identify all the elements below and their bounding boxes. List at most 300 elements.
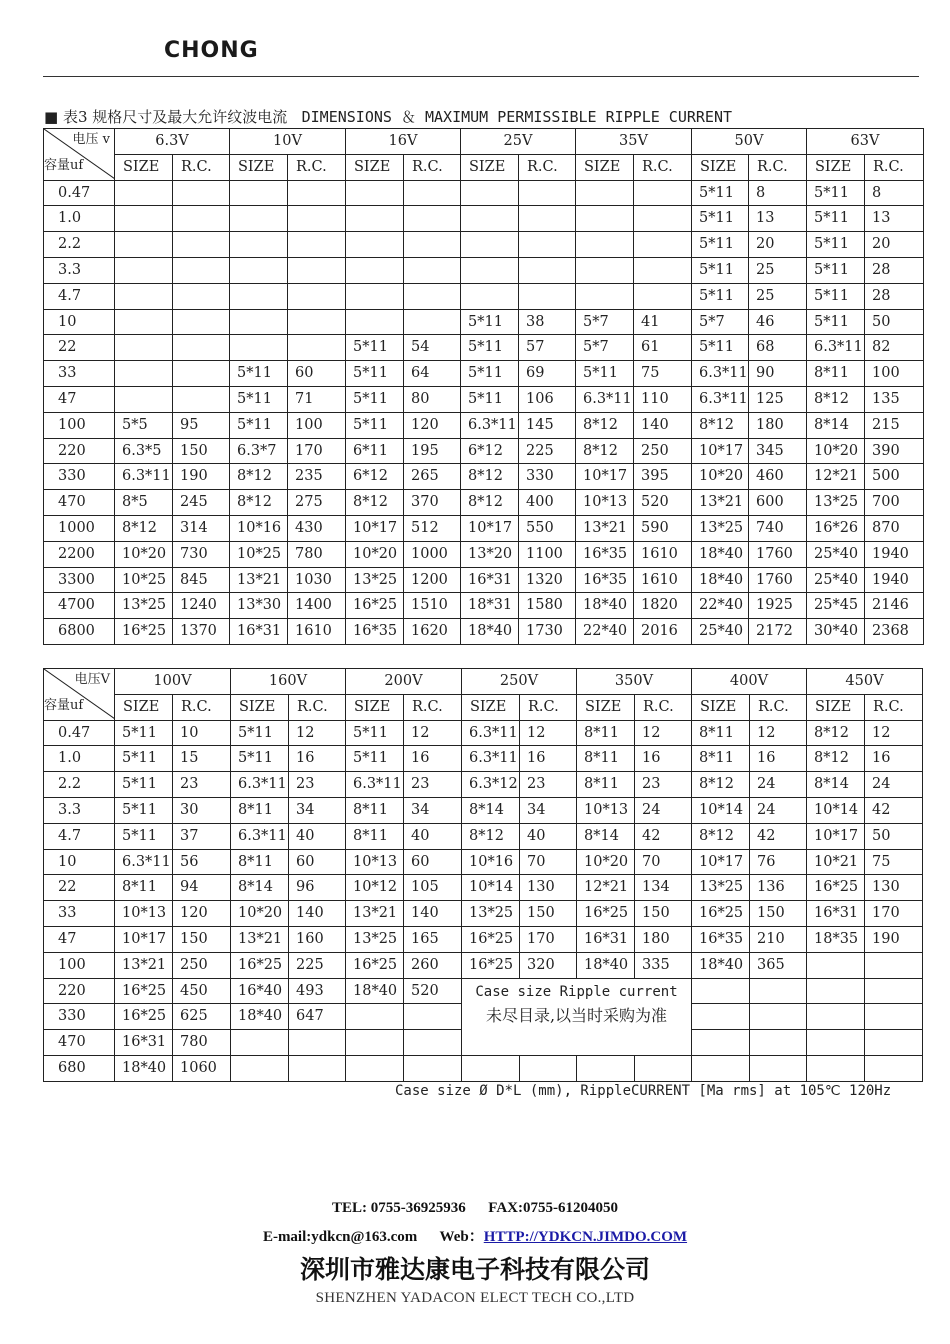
ripple-current-cell <box>173 361 230 387</box>
ripple-current-cell <box>634 283 692 309</box>
size-column-header: SIZE <box>231 694 289 720</box>
ripple-current-cell: 460 <box>749 464 807 490</box>
table-row <box>44 386 924 412</box>
ripple-current-cell: 15 <box>173 746 231 772</box>
size-cell: 18*40 <box>576 593 634 619</box>
ripple-current-cell: 195 <box>404 438 461 464</box>
size-cell: 6.3*11 <box>462 746 520 772</box>
ripple-current-cell <box>404 309 461 335</box>
size-cell: 18*40 <box>461 619 519 645</box>
voltage-header: 10V <box>230 129 346 155</box>
size-cell: 5*11 <box>692 180 749 206</box>
empty-cell <box>750 1030 807 1056</box>
ripple-current-cell: 40 <box>404 823 462 849</box>
caption-chinese: 表3 规格尺寸及最大允许纹波电流 <box>62 108 288 126</box>
ripple-current-cell: 61 <box>634 335 692 361</box>
ripple-current-cell: 23 <box>635 772 692 798</box>
table-row <box>44 567 924 593</box>
capacitance-cell: 47 <box>44 926 115 952</box>
size-cell <box>461 206 519 232</box>
size-cell: 13*25 <box>346 567 404 593</box>
ripple-current-cell <box>404 206 461 232</box>
size-cell: 16*35 <box>692 926 750 952</box>
ripple-current-cell: 12 <box>520 720 577 746</box>
ripple-current-cell: 64 <box>404 361 461 387</box>
ripple-current-cell: 400 <box>519 490 576 516</box>
ripple-current-cell <box>289 1055 346 1081</box>
capacitance-cell: 1.0 <box>44 746 115 772</box>
size-cell: 5*11 <box>807 206 865 232</box>
size-cell: 5*7 <box>576 335 634 361</box>
size-cell: 8*5 <box>115 490 173 516</box>
ripple-current-cell <box>288 206 346 232</box>
size-cell <box>230 232 288 258</box>
caption-english: DIMENSIONS ＆ MAXIMUM PERMISSIBLE RIPPLE CURRENT <box>301 108 733 126</box>
size-cell: 18*31 <box>461 593 519 619</box>
empty-cell <box>865 1004 923 1030</box>
size-cell: 6.3*7 <box>230 438 288 464</box>
ripple-current-cell: 150 <box>520 901 577 927</box>
ripple-current-cell: 1610 <box>634 541 692 567</box>
table-row <box>44 309 924 335</box>
size-cell: 10*14 <box>462 875 520 901</box>
size-cell: 16*25 <box>807 875 865 901</box>
ripple-current-cell: 500 <box>865 464 924 490</box>
size-cell: 16*35 <box>576 541 634 567</box>
ripple-current-cell: 265 <box>404 464 461 490</box>
table-row <box>44 823 923 849</box>
ripple-current-cell: 2172 <box>749 619 807 645</box>
size-cell: 5*11 <box>346 361 404 387</box>
size-cell: 10*17 <box>692 849 750 875</box>
size-cell: 8*12 <box>576 412 634 438</box>
voltage-header: 16V <box>346 129 461 155</box>
size-cell: 13*25 <box>115 593 173 619</box>
ripple-current-cell: 275 <box>288 490 346 516</box>
ripple-current-column-header: R.C. <box>865 694 923 720</box>
size-column-header: SIZE <box>462 694 520 720</box>
size-cell <box>231 1055 289 1081</box>
voltage-header: 400V <box>692 669 807 695</box>
ripple-current-cell: 42 <box>865 797 923 823</box>
voltage-axis-label: 电压V <box>74 672 110 687</box>
ripple-current-cell: 430 <box>288 515 346 541</box>
ripple-current-cell: 320 <box>520 952 577 978</box>
size-cell: 8*12 <box>230 464 288 490</box>
ripple-current-cell: 56 <box>173 849 231 875</box>
ripple-current-cell: 75 <box>634 361 692 387</box>
ripple-current-cell <box>634 257 692 283</box>
size-cell: 16*31 <box>577 926 635 952</box>
voltage-header: 63V <box>807 129 924 155</box>
ripple-current-cell: 23 <box>289 772 346 798</box>
ripple-current-cell: 870 <box>865 515 924 541</box>
size-cell <box>231 1030 289 1056</box>
header-rule <box>43 76 919 77</box>
size-cell: 10*17 <box>692 438 749 464</box>
ripple-current-cell: 150 <box>750 901 807 927</box>
empty-cell <box>807 978 865 1004</box>
empty-cell <box>692 1030 750 1056</box>
table-row <box>44 593 924 619</box>
size-cell: 5*11 <box>346 720 404 746</box>
size-cell: 13*21 <box>576 515 634 541</box>
size-cell: 8*11 <box>577 720 635 746</box>
size-cell <box>115 180 173 206</box>
contact-web-line <box>0 1225 950 1246</box>
size-cell <box>230 335 288 361</box>
ripple-current-cell: 110 <box>634 386 692 412</box>
ripple-current-cell: 1240 <box>173 593 230 619</box>
size-cell: 6*12 <box>346 464 404 490</box>
ripple-current-cell <box>404 257 461 283</box>
size-cell: 12*21 <box>577 875 635 901</box>
size-cell: 5*11 <box>692 283 749 309</box>
ripple-current-cell: 46 <box>749 309 807 335</box>
ripple-current-cell: 13 <box>749 206 807 232</box>
empty-cell <box>692 978 750 1004</box>
size-cell: 18*40 <box>346 978 404 1004</box>
ripple-current-cell: 225 <box>519 438 576 464</box>
table-row <box>44 180 924 206</box>
ripple-current-cell: 57 <box>519 335 576 361</box>
size-cell: 5*11 <box>461 386 519 412</box>
ripple-current-cell: 1510 <box>404 593 461 619</box>
voltage-header: 6.3V <box>115 129 230 155</box>
ripple-current-cell: 16 <box>865 746 923 772</box>
size-cell: 8*11 <box>807 361 865 387</box>
company-name-english: SHENZHEN YADACON ELECT TECH CO.,LTD <box>315 1290 635 1306</box>
size-cell <box>576 283 634 309</box>
table-row <box>44 541 924 567</box>
ripple-current-cell: 1610 <box>288 619 346 645</box>
ripple-current-cell: 225 <box>289 952 346 978</box>
ripple-current-cell: 260 <box>404 952 462 978</box>
capacitance-cell: 10 <box>44 849 115 875</box>
size-column-header: SIZE <box>230 154 288 180</box>
capacitance-cell: 22 <box>44 875 115 901</box>
capacitance-cell: 4700 <box>44 593 115 619</box>
table-row <box>44 490 924 516</box>
size-cell: 6.3*11 <box>576 386 634 412</box>
capacitance-cell: 100 <box>44 412 115 438</box>
contact-phone-line <box>0 1200 950 1217</box>
capacitance-cell: 0.47 <box>44 720 115 746</box>
ripple-current-cell: 76 <box>750 849 807 875</box>
ripple-current-cell: 390 <box>865 438 924 464</box>
ripple-current-cell: 740 <box>749 515 807 541</box>
size-cell: 13*25 <box>807 490 865 516</box>
size-cell: 18*40 <box>692 567 749 593</box>
ripple-current-column-header: R.C. <box>634 154 692 180</box>
ripple-current-cell: 25 <box>749 257 807 283</box>
company-name-chinese: 深圳市雅达康电子科技有限公司 <box>299 1255 650 1284</box>
ripple-current-cell: 1100 <box>519 541 576 567</box>
size-cell: 25*40 <box>807 567 865 593</box>
size-cell <box>115 361 173 387</box>
ripple-current-cell: 170 <box>288 438 346 464</box>
ripple-current-cell: 625 <box>173 1004 231 1030</box>
ripple-current-cell: 71 <box>288 386 346 412</box>
size-cell: 5*11 <box>346 386 404 412</box>
voltage-header: 160V <box>231 669 346 695</box>
size-cell <box>115 309 173 335</box>
ripple-current-cell: 2146 <box>865 593 924 619</box>
size-cell: 10*16 <box>462 849 520 875</box>
size-cell: 8*11 <box>115 875 173 901</box>
size-cell <box>461 232 519 258</box>
capacitance-axis-label: 容量uf <box>44 698 84 713</box>
size-cell: 16*25 <box>115 978 173 1004</box>
size-column-header: SIZE <box>807 694 865 720</box>
size-cell: 18*40 <box>577 952 635 978</box>
empty-cell <box>692 1004 750 1030</box>
ripple-current-cell <box>634 232 692 258</box>
size-cell: 10*20 <box>115 541 173 567</box>
empty-cell <box>577 1055 635 1081</box>
size-cell: 10*25 <box>230 541 288 567</box>
ripple-current-cell: 1400 <box>288 593 346 619</box>
ripple-current-cell: 96 <box>289 875 346 901</box>
size-cell: 8*11 <box>346 797 404 823</box>
size-cell: 10*17 <box>346 515 404 541</box>
size-cell: 16*31 <box>115 1030 173 1056</box>
table-row <box>44 361 924 387</box>
ripple-current-cell: 235 <box>288 464 346 490</box>
ripple-current-cell <box>634 180 692 206</box>
size-column-header: SIZE <box>692 694 750 720</box>
ripple-current-cell <box>288 180 346 206</box>
ripple-current-cell: 69 <box>519 361 576 387</box>
ripple-current-cell: 41 <box>634 309 692 335</box>
ripple-current-cell: 730 <box>173 541 230 567</box>
size-cell: 6.3*11 <box>692 386 749 412</box>
capacitance-cell: 10 <box>44 309 115 335</box>
empty-cell <box>865 1030 923 1056</box>
size-cell <box>576 206 634 232</box>
table-row <box>44 797 923 823</box>
table-row <box>44 257 924 283</box>
ripple-current-cell <box>519 283 576 309</box>
ripple-current-cell: 140 <box>289 901 346 927</box>
capacitance-cell: 3.3 <box>44 797 115 823</box>
voltage-header: 250V <box>462 669 577 695</box>
capacitance-cell: 4.7 <box>44 283 115 309</box>
ripple-current-cell: 125 <box>749 386 807 412</box>
size-cell: 6.3*11 <box>231 772 289 798</box>
size-column-header: SIZE <box>807 154 865 180</box>
ripple-current-cell: 520 <box>634 490 692 516</box>
size-cell: 25*40 <box>692 619 749 645</box>
ripple-current-cell <box>634 206 692 232</box>
size-cell <box>115 257 173 283</box>
size-cell <box>346 1004 404 1030</box>
ripple-current-cell: 13 <box>865 206 924 232</box>
size-cell: 5*11 <box>231 720 289 746</box>
website-link[interactable]: HTTP://YDKCN.JIMDO.COM <box>483 1229 688 1245</box>
capacitance-axis-label: 容量uf <box>44 158 84 173</box>
capacitance-cell: 47 <box>44 386 115 412</box>
size-cell: 5*7 <box>692 309 749 335</box>
capacitance-cell: 2.2 <box>44 772 115 798</box>
capacitance-cell: 2.2 <box>44 232 115 258</box>
ripple-current-cell: 395 <box>634 464 692 490</box>
capacitance-cell: 330 <box>44 464 115 490</box>
size-cell: 10*12 <box>346 875 404 901</box>
capacitance-cell: 470 <box>44 490 115 516</box>
empty-cell <box>692 1055 750 1081</box>
size-cell: 5*11 <box>576 361 634 387</box>
ripple-current-cell: 1000 <box>404 541 461 567</box>
note-cell <box>462 978 692 1055</box>
size-cell: 13*25 <box>692 515 749 541</box>
size-cell: 5*11 <box>115 797 173 823</box>
ripple-current-cell <box>404 283 461 309</box>
ripple-current-cell <box>404 1030 462 1056</box>
ripple-current-cell: 845 <box>173 567 230 593</box>
ripple-current-cell: 60 <box>404 849 462 875</box>
size-cell: 5*11 <box>346 746 404 772</box>
size-cell: 10*16 <box>230 515 288 541</box>
empty-cell <box>462 1055 520 1081</box>
capacitance-cell: 220 <box>44 978 115 1004</box>
size-cell: 12*21 <box>807 464 865 490</box>
size-cell: 30*40 <box>807 619 865 645</box>
size-cell: 10*17 <box>115 926 173 952</box>
ripple-current-cell: 780 <box>173 1030 231 1056</box>
ripple-current-cell: 180 <box>749 412 807 438</box>
size-cell: 5*11 <box>807 180 865 206</box>
ripple-current-cell: 250 <box>173 952 231 978</box>
ripple-current-column-header: R.C. <box>173 154 230 180</box>
size-cell: 6*12 <box>461 438 519 464</box>
table-row <box>44 875 923 901</box>
capacitance-cell: 33 <box>44 361 115 387</box>
size-cell: 8*14 <box>462 797 520 823</box>
email-address: E-mail:ydkcn@163.com <box>262 1229 418 1245</box>
ripple-current-cell <box>288 335 346 361</box>
ripple-current-cell <box>404 1004 462 1030</box>
capacitance-cell: 3300 <box>44 567 115 593</box>
table-row <box>44 849 923 875</box>
ripple-current-cell <box>173 283 230 309</box>
ripple-current-cell <box>173 309 230 335</box>
size-cell: 8*12 <box>115 515 173 541</box>
size-cell: 6.3*11 <box>692 361 749 387</box>
ripple-current-cell: 120 <box>404 412 461 438</box>
size-cell <box>807 952 865 978</box>
size-column-header: SIZE <box>577 694 635 720</box>
voltage-header: 50V <box>692 129 807 155</box>
ripple-current-cell: 70 <box>520 849 577 875</box>
ripple-current-cell: 170 <box>865 901 923 927</box>
size-cell: 5*11 <box>115 772 173 798</box>
ripple-current-cell: 1610 <box>634 567 692 593</box>
ripple-current-cell: 1820 <box>634 593 692 619</box>
size-cell: 16*25 <box>231 952 289 978</box>
ripple-current-cell: 250 <box>634 438 692 464</box>
phone-number: TEL: 0755-36925936 <box>332 1200 466 1216</box>
ripple-current-cell: 37 <box>173 823 231 849</box>
ripple-current-cell: 134 <box>635 875 692 901</box>
capacitance-cell: 3.3 <box>44 257 115 283</box>
web-label: Web： <box>439 1229 484 1245</box>
size-cell: 16*25 <box>115 1004 173 1030</box>
ripple-current-cell: 24 <box>750 772 807 798</box>
size-cell <box>576 180 634 206</box>
size-cell: 10*13 <box>346 849 404 875</box>
ripple-current-cell: 40 <box>520 823 577 849</box>
size-cell <box>115 335 173 361</box>
size-cell: 8*11 <box>692 746 750 772</box>
voltage-header: 350V <box>577 669 692 695</box>
ripple-current-cell: 647 <box>289 1004 346 1030</box>
size-cell: 13*30 <box>230 593 288 619</box>
size-cell: 8*12 <box>461 464 519 490</box>
capacitance-cell: 330 <box>44 1004 115 1030</box>
size-column-header: SIZE <box>346 154 404 180</box>
size-cell: 5*11 <box>692 206 749 232</box>
capacitance-cell: 33 <box>44 901 115 927</box>
size-cell: 6*11 <box>346 438 404 464</box>
ripple-current-cell: 1200 <box>404 567 461 593</box>
ripple-current-cell: 100 <box>865 361 924 387</box>
ripple-current-cell: 90 <box>749 361 807 387</box>
ripple-current-cell <box>289 1030 346 1056</box>
table-row <box>44 464 924 490</box>
size-cell: 10*20 <box>231 901 289 927</box>
table-row <box>44 1055 923 1081</box>
ripple-current-cell <box>173 335 230 361</box>
ripple-current-cell <box>288 283 346 309</box>
size-cell: 16*25 <box>462 952 520 978</box>
ripple-current-cell: 1320 <box>519 567 576 593</box>
ripple-current-cell: 20 <box>865 232 924 258</box>
size-cell <box>115 206 173 232</box>
table-caption <box>44 106 732 127</box>
voltage-header: 200V <box>346 669 462 695</box>
voltage-header-row <box>44 129 924 155</box>
size-cell: 10*17 <box>807 823 865 849</box>
capacitance-cell: 4.7 <box>44 823 115 849</box>
size-cell: 10*14 <box>692 797 750 823</box>
ripple-current-column-header: R.C. <box>750 694 807 720</box>
size-cell: 8*12 <box>692 823 750 849</box>
dimensions-table-high-voltage <box>43 668 923 1082</box>
capacitance-cell: 1.0 <box>44 206 115 232</box>
ripple-current-cell: 60 <box>289 849 346 875</box>
ripple-current-cell: 95 <box>173 412 230 438</box>
ripple-current-cell: 136 <box>750 875 807 901</box>
ripple-current-cell: 170 <box>520 926 577 952</box>
size-cell <box>346 180 404 206</box>
size-cell: 10*17 <box>576 464 634 490</box>
size-cell: 5*11 <box>807 309 865 335</box>
ripple-current-cell: 60 <box>288 361 346 387</box>
ripple-current-column-header: R.C. <box>865 154 924 180</box>
size-cell: 10*13 <box>576 490 634 516</box>
ripple-current-cell: 20 <box>749 232 807 258</box>
table-row <box>44 978 923 1004</box>
ripple-current-cell: 68 <box>749 335 807 361</box>
ripple-current-cell: 8 <box>865 180 924 206</box>
note-line-chinese: 未尽目录,以当时采购为准 <box>485 1005 668 1025</box>
ripple-current-cell: 1060 <box>173 1055 231 1081</box>
ripple-current-cell: 34 <box>520 797 577 823</box>
ripple-current-cell <box>519 206 576 232</box>
ripple-current-cell: 16 <box>750 746 807 772</box>
empty-cell <box>807 1030 865 1056</box>
